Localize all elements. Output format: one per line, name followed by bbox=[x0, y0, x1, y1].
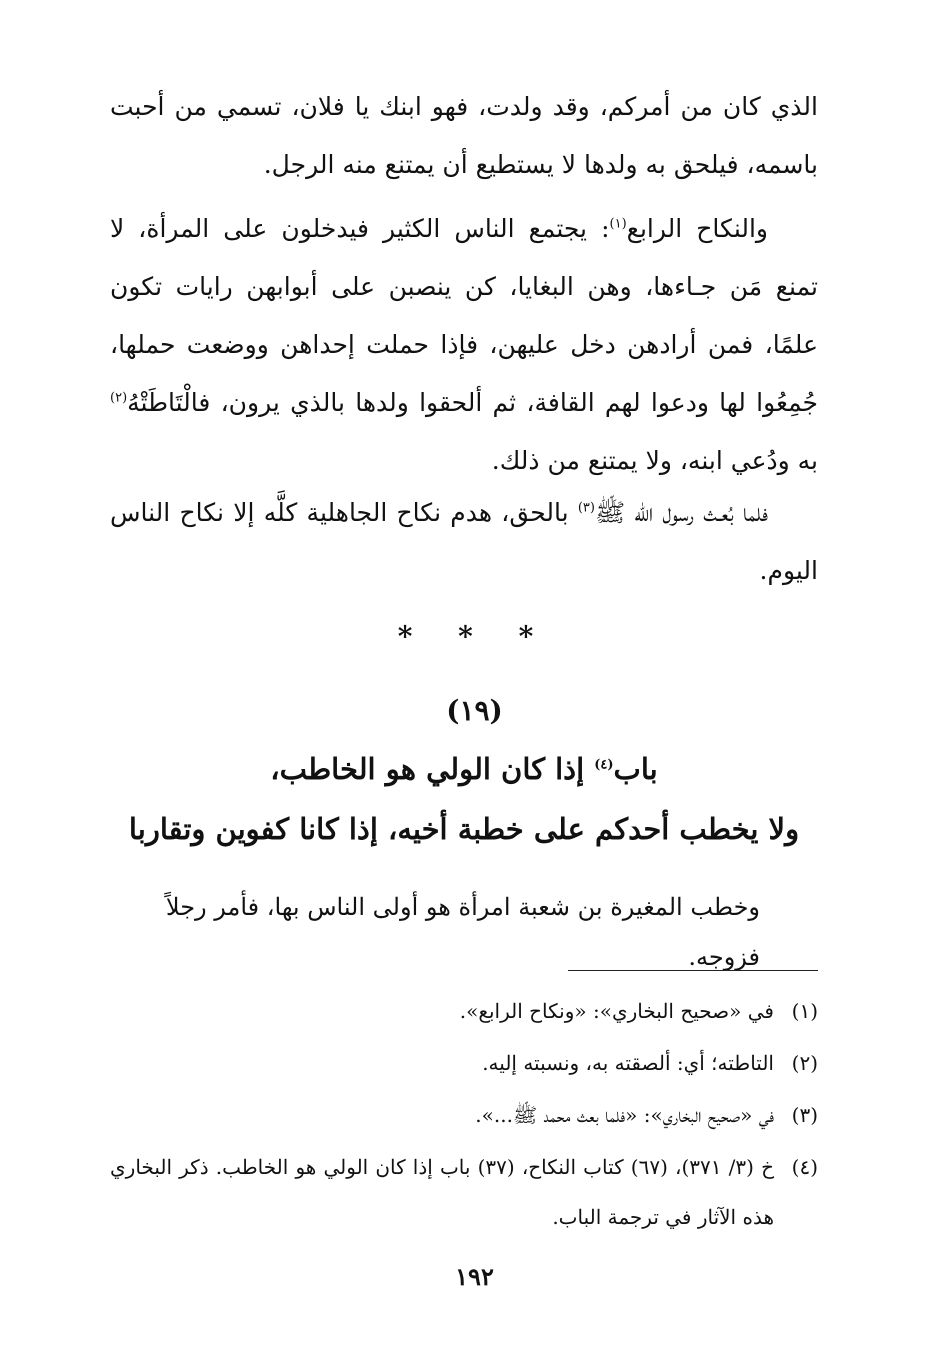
footnote-number: (٣) bbox=[791, 1103, 818, 1127]
chapter-title-line-2: ولا يخطب أحدكم على خطبة أخيه، إذا كانا كفوين وتقاربا bbox=[128, 812, 800, 846]
paragraph-text-part: به ودُعي ابنه، ولا يمتنع من ذلك. bbox=[491, 446, 818, 475]
footnote-4 bbox=[110, 1142, 818, 1242]
paragraph-text-part: : يجتمع الناس الكثير فيدخلون على المرأة، لا تمنع مَن جـاءها، وهن البغايا، كن ينصبن على أبوابهن رايات تكون علمًا، فمن أرادهن دخل عليهن، فإذا حملت إحداهن ووضعت حملها، جُمِعُوا لها ودعوا لهم القافة، ثم ألحقوا ولدها بالذي يرون، فالْتَاطَتْهُ bbox=[110, 214, 818, 417]
footnote-text: في «صحيح البخاري»: «ونكاح الرابع». bbox=[459, 999, 774, 1023]
footnote-ref-4[interactable]: (٤) bbox=[594, 757, 614, 773]
chapter-title-line-1 bbox=[110, 752, 818, 786]
footnote-ref-2[interactable]: (٢) bbox=[110, 390, 128, 406]
footnote-ref-3[interactable]: (٣) bbox=[577, 500, 595, 516]
chapter-title-part: إذا كان الولي هو الخاطب، bbox=[270, 752, 595, 786]
footnote-1 bbox=[110, 986, 818, 1036]
footnote-ref-1[interactable]: (١) bbox=[609, 216, 627, 232]
footnote-number: (٢) bbox=[791, 1051, 818, 1075]
paragraph-text bbox=[110, 200, 818, 490]
footnote-3 bbox=[110, 1090, 818, 1140]
footnote-2 bbox=[110, 1038, 818, 1088]
footnote-text: التاطته؛ أي: ألصقته به، ونسبته إليه. bbox=[482, 1051, 774, 1075]
chapter-intro: وخطب المغيرة بن شعبة امرأة هو أولى الناس بها، فأمر رجلاً فزوجه. bbox=[165, 893, 760, 971]
footnote-text: في «صحيح البخاري»: «فلما بعث محمد ﷺ...». bbox=[475, 1103, 774, 1127]
body-paragraph-2 bbox=[110, 200, 818, 490]
paragraph-text-part: والنكاح الرابع bbox=[626, 214, 768, 243]
footnote-text: خ (٣/ ٣٧١)، (٦٧) كتاب النكاح، (٣٧) باب إذا كان الولي هو الخاطب. ذكر البخاري هذه الآثار في ترجمة الباب. bbox=[110, 1155, 774, 1229]
footnote-number: (١) bbox=[791, 999, 818, 1023]
footnote-divider bbox=[568, 970, 818, 971]
chapter-number: (١٩) bbox=[446, 694, 503, 727]
paragraph-text-part: بالحق، هدم نكاح الجاهلية كلَّه إلا نكاح الناس اليوم. bbox=[110, 498, 818, 585]
footnote-number: (٤) bbox=[791, 1155, 818, 1179]
paragraph-text-part: فلما بُعـث رسول الله ﷺ bbox=[594, 498, 768, 527]
page-number: ١٩٢ bbox=[455, 1262, 494, 1291]
body-paragraph-3 bbox=[110, 484, 818, 600]
section-separator: * * * bbox=[397, 620, 552, 653]
body-paragraph-1 bbox=[110, 78, 818, 194]
paragraph-text bbox=[110, 484, 818, 600]
paragraph-text: الذي كان من أمركم، وقد ولدت، فهو ابنك يا فلان، تسمي من أحبت باسمه، فيلحق به ولدها لا يستطيع أن يمتنع منه الرجل. bbox=[110, 92, 818, 179]
chapter-title-part: باب bbox=[613, 752, 658, 786]
